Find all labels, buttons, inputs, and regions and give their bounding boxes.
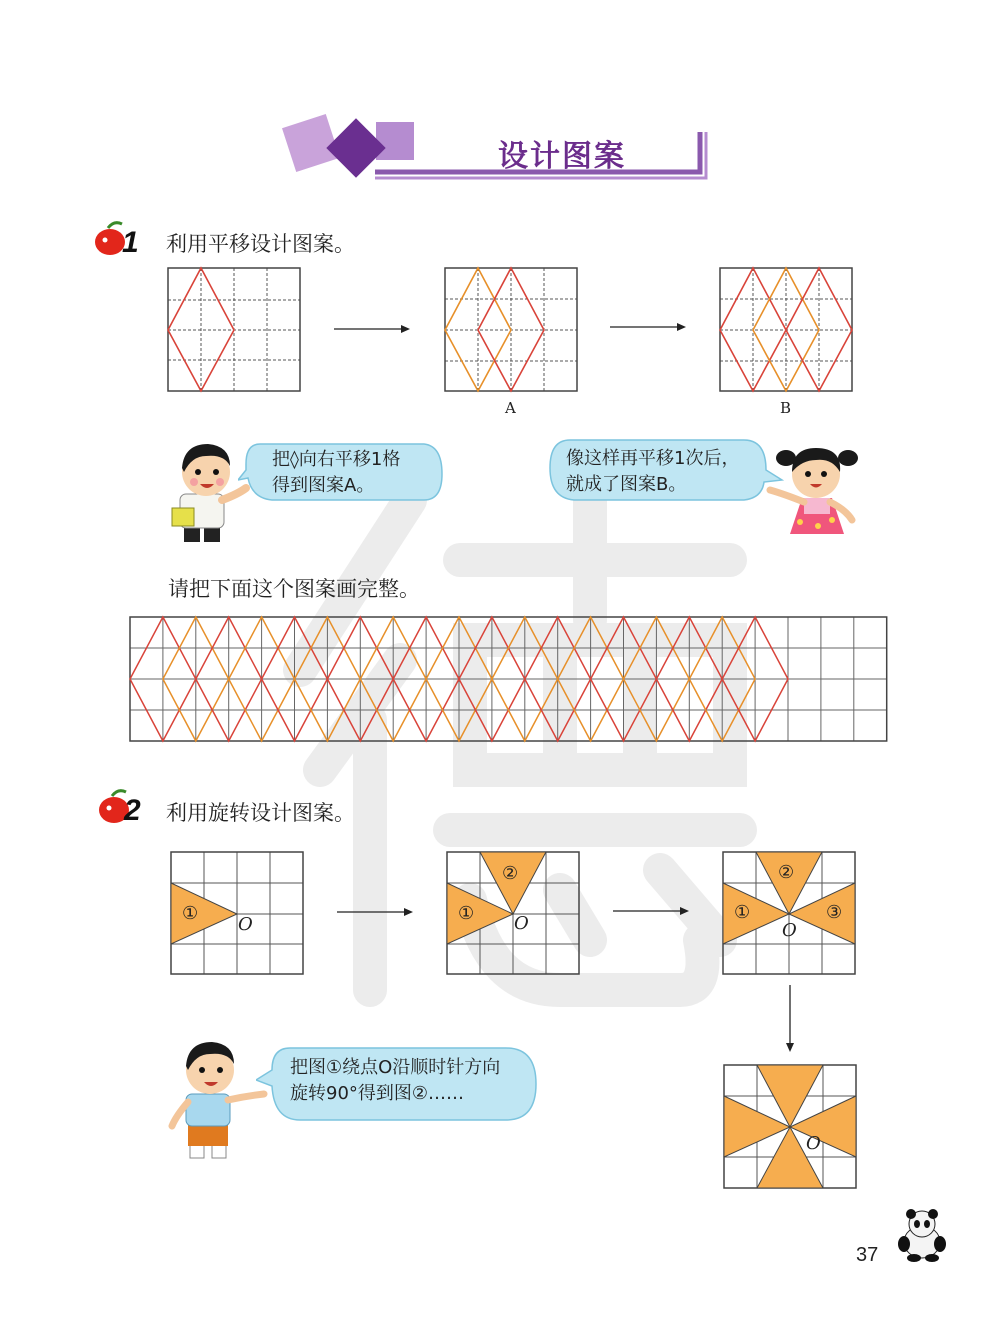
center-o-1: O (238, 914, 253, 935)
shape-label-2c: ② (778, 862, 795, 883)
shape-label-3c: ③ (826, 902, 843, 923)
center-o-2: O (514, 913, 529, 934)
center-o-3: O (782, 920, 797, 941)
shape-label-2b: ② (502, 863, 519, 884)
center-o-4: O (806, 1133, 821, 1154)
panda-icon (894, 1208, 950, 1262)
boy-illustration-2 (168, 1036, 268, 1166)
page-number: 37 (856, 1244, 879, 1266)
shape-label-1b: ① (458, 903, 475, 924)
bubble-girl-line-1: 像这样再平移1次后， (566, 448, 740, 469)
bubble-boy-1-line-2: 得到图案A。 (272, 475, 375, 496)
shape-label-1a: ① (182, 903, 199, 924)
section-1-task: 请把下面这个图案画完整。 (168, 577, 420, 601)
bubble-boy-2-line-1: 把图①绕点O沿顺时针方向 (290, 1057, 501, 1078)
page-title: 设计图案 (498, 139, 626, 174)
label-a: A (505, 399, 516, 417)
svg-text:1: 1 (122, 226, 139, 259)
label-b: B (780, 399, 792, 417)
bubble-boy-1-line-1: 把◊向右平移1格 (272, 449, 401, 470)
shape-label-1c: ① (734, 902, 751, 923)
bubble-boy-2-line-2: 旋转90°得到图②…… (290, 1083, 465, 1104)
section-1-instruction: 利用平移设计图案。 (166, 232, 355, 256)
bubble-girl-line-2: 就成了图案B。 (566, 474, 687, 495)
section-2-instruction: 利用旋转设计图案。 (166, 801, 355, 825)
svg-text:2: 2 (124, 794, 141, 827)
